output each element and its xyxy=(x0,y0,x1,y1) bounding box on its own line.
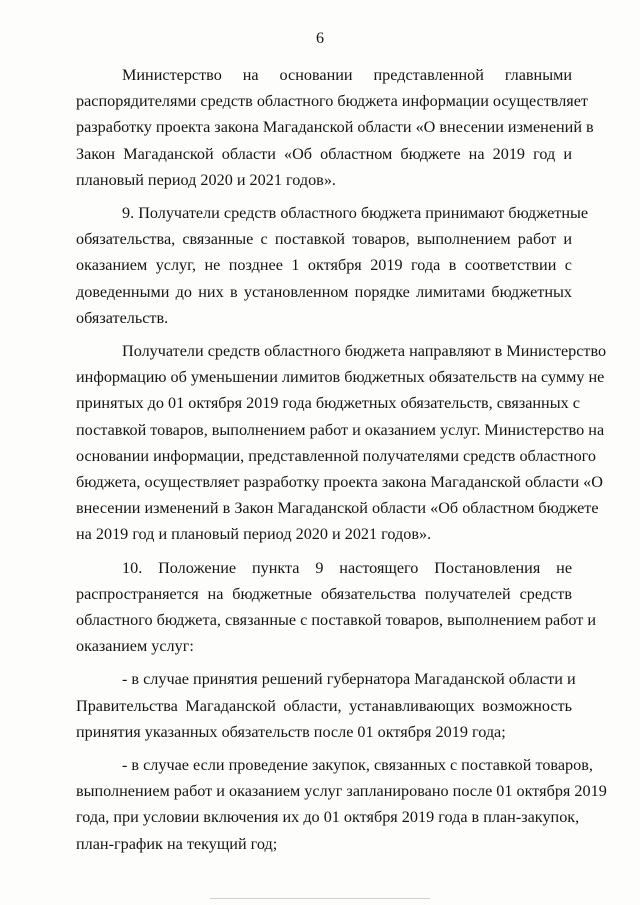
text-line: распространяется на бюджетные обязательства получателей средств xyxy=(76,584,572,603)
text-line: Получатели средств областного бюджета направляют в Министерство xyxy=(122,342,607,361)
text-line: выполнением работ и оказанием услуг запланировано после 01 октября 2019 xyxy=(76,782,607,801)
text-line: оказанием услуг: xyxy=(76,637,194,656)
text-line: принятых до 01 октября 2019 года бюджетных обязательств, связанных с xyxy=(76,394,580,413)
text-line: Министерство на основании представленной главными xyxy=(122,66,572,84)
text-line: 9. Получатели средств областного бюджета принимают бюджетные xyxy=(122,204,589,223)
scan-edge-line xyxy=(210,898,430,899)
paragraph-item-10 xyxy=(76,555,597,660)
text-line: распорядителями средств областного бюджета информации осуществляет xyxy=(76,92,589,111)
paragraph-exception-governor-decisions xyxy=(76,666,576,745)
text-line: областного бюджета, связанные с поставкой товаров, выполнением работ и xyxy=(76,611,597,630)
paragraph-limits-reduction xyxy=(76,338,607,548)
text-line: на 2019 год и плановый период 2020 и 2021 годов». xyxy=(76,525,432,544)
text-line: оказанием услуг, не позднее 1 октября 2019 года в соответствии с xyxy=(76,256,572,275)
text-line: внесении изменений в Закон Магаданской области «Об областном бюджете xyxy=(76,499,599,518)
text-line: Правительства Магаданской области, устанавливающих возможность xyxy=(76,696,572,715)
paragraph-exception-procurement xyxy=(76,752,607,857)
paragraph-item-9 xyxy=(76,200,589,331)
text-line: обязательства, связанные с поставкой товаров, выполнением работ и xyxy=(76,230,572,249)
text-line: поставкой товаров, выполнением работ и оказанием услуг. Министерство на xyxy=(76,420,605,439)
text-line: основании информации, представленной получателями средств областного xyxy=(76,446,596,465)
text-line: Закон Магаданской области «Об областном бюджете на 2019 год и xyxy=(76,144,572,163)
text-line: года, при условии включения их до 01 октября 2019 года в план-закупок, xyxy=(76,808,580,827)
text-line: информацию об уменьшении лимитов бюджетных обязательств на сумму не xyxy=(76,368,605,387)
text-line: разработку проекта закона Магаданской области «О внесении изменений в xyxy=(76,118,594,137)
text-line: 10. Положение пункта 9 настоящего Постановления не xyxy=(122,558,572,577)
document-body xyxy=(76,62,607,857)
text-line: - в случае принятия решений губернатора Магаданской области и xyxy=(122,670,576,689)
text-line: доведенными до них в установленном порядке лимитами бюджетных xyxy=(76,282,572,301)
text-line: план-график на текущий год; xyxy=(76,834,278,853)
text-line: - в случае если проведение закупок, связанных с поставкой товаров, xyxy=(122,756,593,775)
paragraph-ministry-development xyxy=(76,62,594,193)
text-line: принятия указанных обязательств после 01 октября 2019 года; xyxy=(76,722,506,741)
page-number: 6 xyxy=(316,30,324,47)
text-line: обязательств. xyxy=(76,308,169,327)
text-line: бюджета, осуществляет разработку проекта закона Магаданской области «О xyxy=(76,473,603,492)
text-line: плановый период 2020 и 2021 годов». xyxy=(76,170,336,189)
